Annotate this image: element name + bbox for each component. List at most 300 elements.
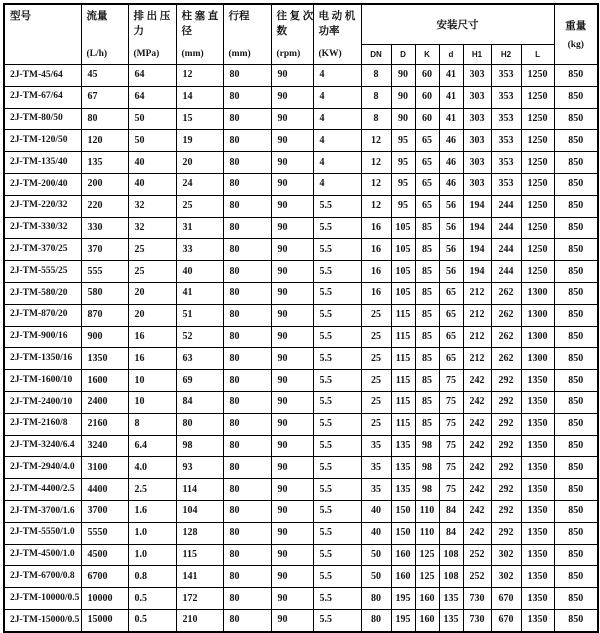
value-cell: 104	[176, 500, 223, 522]
table-row	[4, 282, 598, 304]
value-cell: 2160	[81, 413, 128, 435]
model-cell: 2J-TM-370/25	[4, 239, 81, 261]
value-cell: 65	[415, 173, 439, 195]
value-cell: 65	[439, 326, 463, 348]
value-cell: 90	[271, 108, 313, 130]
value-cell: 303	[463, 130, 491, 152]
value-cell: 98	[176, 435, 223, 457]
value-cell: 303	[463, 173, 491, 195]
value-cell: 90	[271, 391, 313, 413]
value-cell: 40	[128, 173, 176, 195]
value-cell: 90	[271, 435, 313, 457]
value-cell: 80	[223, 588, 271, 610]
value-cell: 850	[554, 566, 598, 588]
value-cell: 115	[391, 370, 415, 392]
value-cell: 98	[415, 479, 439, 501]
model-cell: 2J-TM-120/50	[4, 130, 81, 152]
value-cell: 242	[463, 479, 491, 501]
value-cell: 5.5	[313, 282, 361, 304]
model-header-label: 型号	[10, 11, 31, 22]
value-cell: 19	[176, 130, 223, 152]
subcol-header-d-outer: D	[391, 44, 415, 64]
col-header-frequency	[271, 4, 313, 65]
value-cell: 850	[554, 217, 598, 239]
value-cell: 90	[271, 544, 313, 566]
value-cell: 80	[223, 435, 271, 457]
value-cell: 850	[554, 173, 598, 195]
value-cell: 1250	[521, 152, 554, 174]
value-cell: 850	[554, 152, 598, 174]
power-header-label-line2: 功率	[318, 26, 340, 37]
value-cell: 1350	[521, 435, 554, 457]
value-cell: 302	[491, 566, 521, 588]
value-cell: 1250	[521, 108, 554, 130]
value-cell: 16	[128, 326, 176, 348]
value-cell: 80	[223, 609, 271, 631]
value-cell: 60	[415, 108, 439, 130]
value-cell: 244	[491, 239, 521, 261]
value-cell: 20	[128, 282, 176, 304]
value-cell: 370	[81, 239, 128, 261]
value-cell: 95	[391, 195, 415, 217]
value-cell: 212	[463, 326, 491, 348]
value-cell: 125	[415, 544, 439, 566]
value-cell: 90	[271, 282, 313, 304]
value-cell: 50	[361, 566, 391, 588]
value-cell: 242	[463, 500, 491, 522]
value-cell: 80	[176, 413, 223, 435]
value-cell: 80	[223, 195, 271, 217]
value-cell: 90	[271, 173, 313, 195]
value-cell: 252	[463, 544, 491, 566]
col-header-stroke	[223, 4, 271, 65]
value-cell: 160	[391, 566, 415, 588]
value-cell: 194	[463, 261, 491, 283]
value-cell: 56	[439, 195, 463, 217]
value-cell: 40	[176, 261, 223, 283]
value-cell: 850	[554, 130, 598, 152]
value-cell: 65	[439, 304, 463, 326]
value-cell: 353	[491, 173, 521, 195]
value-cell: 80	[223, 282, 271, 304]
value-cell: 353	[491, 152, 521, 174]
value-cell: 4	[313, 173, 361, 195]
subcol-header-d-inner: d	[439, 44, 463, 64]
value-cell: 292	[491, 479, 521, 501]
flow-header-unit: (L/h)	[86, 49, 108, 59]
value-cell: 51	[176, 304, 223, 326]
value-cell: 1.6	[128, 500, 176, 522]
value-cell: 212	[463, 348, 491, 370]
model-cell: 2J-TM-900/16	[4, 326, 81, 348]
value-cell: 8	[128, 413, 176, 435]
model-cell: 2J-TM-2400/10	[4, 391, 81, 413]
value-cell: 141	[176, 566, 223, 588]
value-cell: 555	[81, 261, 128, 283]
value-cell: 1350	[521, 544, 554, 566]
value-cell: 5.5	[313, 217, 361, 239]
value-cell: 95	[391, 173, 415, 195]
value-cell: 90	[271, 86, 313, 108]
value-cell: 115	[391, 413, 415, 435]
power-header-label-line1: 电 动 机	[318, 11, 356, 22]
value-cell: 670	[491, 588, 521, 610]
col-header-weight	[554, 4, 598, 65]
value-cell: 105	[391, 282, 415, 304]
value-cell: 40	[361, 500, 391, 522]
value-cell: 80	[361, 588, 391, 610]
value-cell: 80	[223, 261, 271, 283]
value-cell: 850	[554, 391, 598, 413]
value-cell: 90	[271, 348, 313, 370]
value-cell: 75	[439, 413, 463, 435]
value-cell: 75	[439, 457, 463, 479]
value-cell: 80	[223, 65, 271, 87]
value-cell: 16	[361, 217, 391, 239]
value-cell: 1350	[521, 413, 554, 435]
value-cell: 93	[176, 457, 223, 479]
value-cell: 10	[128, 370, 176, 392]
value-cell: 850	[554, 304, 598, 326]
value-cell: 850	[554, 108, 598, 130]
value-cell: 50	[128, 130, 176, 152]
value-cell: 65	[415, 130, 439, 152]
value-cell: 80	[223, 152, 271, 174]
value-cell: 110	[415, 522, 439, 544]
value-cell: 46	[439, 173, 463, 195]
value-cell: 5.5	[313, 479, 361, 501]
value-cell: 85	[415, 261, 439, 283]
value-cell: 80	[223, 239, 271, 261]
value-cell: 1250	[521, 65, 554, 87]
value-cell: 90	[271, 130, 313, 152]
value-cell: 900	[81, 326, 128, 348]
table-row	[4, 348, 598, 370]
value-cell: 292	[491, 413, 521, 435]
value-cell: 80	[223, 217, 271, 239]
value-cell: 85	[415, 282, 439, 304]
value-cell: 6700	[81, 566, 128, 588]
value-cell: 16	[128, 348, 176, 370]
value-cell: 194	[463, 217, 491, 239]
value-cell: 1250	[521, 173, 554, 195]
frequency-header-label-line2: 数	[276, 26, 287, 37]
value-cell: 69	[176, 370, 223, 392]
value-cell: 850	[554, 282, 598, 304]
value-cell: 1.0	[128, 522, 176, 544]
value-cell: 1300	[521, 348, 554, 370]
table-row	[4, 108, 598, 130]
value-cell: 98	[415, 457, 439, 479]
value-cell: 292	[491, 391, 521, 413]
value-cell: 262	[491, 348, 521, 370]
value-cell: 5.5	[313, 370, 361, 392]
value-cell: 262	[491, 282, 521, 304]
col-header-pressure	[128, 4, 176, 65]
value-cell: 120	[81, 130, 128, 152]
value-cell: 1350	[521, 370, 554, 392]
value-cell: 16	[361, 261, 391, 283]
weight-header-label: 重量	[565, 21, 587, 32]
value-cell: 4	[313, 65, 361, 87]
value-cell: 150	[391, 500, 415, 522]
value-cell: 1350	[521, 609, 554, 631]
value-cell: 5550	[81, 522, 128, 544]
value-cell: 2.5	[128, 479, 176, 501]
model-cell: 2J-TM-1600/10	[4, 370, 81, 392]
value-cell: 15000	[81, 609, 128, 631]
value-cell: 244	[491, 217, 521, 239]
value-cell: 12	[361, 195, 391, 217]
value-cell: 0.5	[128, 609, 176, 631]
value-cell: 80	[223, 173, 271, 195]
value-cell: 108	[439, 566, 463, 588]
value-cell: 60	[415, 65, 439, 87]
model-cell: 2J-TM-6700/0.8	[4, 566, 81, 588]
model-cell: 2J-TM-15000/0.5	[4, 609, 81, 631]
header-row-top	[4, 4, 598, 44]
value-cell: 80	[223, 566, 271, 588]
value-cell: 194	[463, 195, 491, 217]
table-row	[4, 609, 598, 631]
value-cell: 115	[391, 326, 415, 348]
value-cell: 244	[491, 195, 521, 217]
value-cell: 32	[128, 217, 176, 239]
value-cell: 80	[223, 544, 271, 566]
value-cell: 25	[361, 391, 391, 413]
value-cell: 67	[81, 86, 128, 108]
value-cell: 85	[415, 326, 439, 348]
value-cell: 262	[491, 326, 521, 348]
value-cell: 80	[223, 479, 271, 501]
value-cell: 135	[391, 435, 415, 457]
value-cell: 1.0	[128, 544, 176, 566]
table-row	[4, 130, 598, 152]
value-cell: 210	[176, 609, 223, 631]
col-header-model	[4, 4, 81, 65]
table-row	[4, 152, 598, 174]
value-cell: 90	[271, 326, 313, 348]
model-cell: 2J-TM-3240/6.4	[4, 435, 81, 457]
value-cell: 850	[554, 348, 598, 370]
value-cell: 850	[554, 544, 598, 566]
value-cell: 90	[271, 65, 313, 87]
value-cell: 212	[463, 304, 491, 326]
value-cell: 41	[439, 65, 463, 87]
value-cell: 194	[463, 239, 491, 261]
value-cell: 303	[463, 108, 491, 130]
model-cell: 2J-TM-200/40	[4, 173, 81, 195]
value-cell: 65	[415, 195, 439, 217]
value-cell: 85	[415, 348, 439, 370]
value-cell: 90	[271, 217, 313, 239]
value-cell: 1250	[521, 261, 554, 283]
value-cell: 90	[271, 500, 313, 522]
value-cell: 242	[463, 435, 491, 457]
value-cell: 10000	[81, 588, 128, 610]
value-cell: 1250	[521, 217, 554, 239]
value-cell: 580	[81, 282, 128, 304]
value-cell: 35	[361, 457, 391, 479]
value-cell: 242	[463, 522, 491, 544]
table-row	[4, 479, 598, 501]
value-cell: 5.5	[313, 195, 361, 217]
value-cell: 50	[128, 108, 176, 130]
value-cell: 90	[271, 413, 313, 435]
value-cell: 160	[391, 544, 415, 566]
value-cell: 1350	[521, 479, 554, 501]
value-cell: 160	[415, 609, 439, 631]
value-cell: 850	[554, 588, 598, 610]
table-row	[4, 304, 598, 326]
value-cell: 5.5	[313, 500, 361, 522]
value-cell: 262	[491, 304, 521, 326]
value-cell: 292	[491, 370, 521, 392]
table-row	[4, 457, 598, 479]
model-cell: 2J-TM-1350/16	[4, 348, 81, 370]
subcol-header-l: L	[521, 44, 554, 64]
value-cell: 80	[223, 457, 271, 479]
value-cell: 115	[391, 391, 415, 413]
subcol-header-dn: DN	[361, 44, 391, 64]
value-cell: 850	[554, 522, 598, 544]
value-cell: 5.5	[313, 566, 361, 588]
value-cell: 65	[415, 152, 439, 174]
value-cell: 850	[554, 370, 598, 392]
value-cell: 115	[391, 348, 415, 370]
plunger-header-label-line2: 径	[181, 26, 192, 37]
value-cell: 25	[128, 261, 176, 283]
value-cell: 5.5	[313, 326, 361, 348]
value-cell: 75	[439, 391, 463, 413]
value-cell: 850	[554, 86, 598, 108]
value-cell: 3240	[81, 435, 128, 457]
value-cell: 5.5	[313, 457, 361, 479]
value-cell: 84	[176, 391, 223, 413]
value-cell: 292	[491, 500, 521, 522]
value-cell: 195	[391, 588, 415, 610]
value-cell: 85	[415, 413, 439, 435]
value-cell: 85	[415, 370, 439, 392]
value-cell: 5.5	[313, 413, 361, 435]
table-row	[4, 588, 598, 610]
value-cell: 41	[439, 86, 463, 108]
value-cell: 0.8	[128, 566, 176, 588]
value-cell: 31	[176, 217, 223, 239]
table-body	[4, 65, 598, 632]
value-cell: 1250	[521, 195, 554, 217]
model-cell: 2J-TM-555/25	[4, 261, 81, 283]
value-cell: 20	[176, 152, 223, 174]
value-cell: 5.5	[313, 435, 361, 457]
value-cell: 90	[271, 152, 313, 174]
value-cell: 95	[391, 130, 415, 152]
flow-header-label: 流量	[86, 11, 108, 22]
value-cell: 40	[361, 522, 391, 544]
value-cell: 1250	[521, 239, 554, 261]
table-row	[4, 65, 598, 87]
value-cell: 242	[463, 370, 491, 392]
value-cell: 135	[439, 609, 463, 631]
table-row	[4, 544, 598, 566]
value-cell: 114	[176, 479, 223, 501]
value-cell: 80	[223, 500, 271, 522]
value-cell: 12	[361, 130, 391, 152]
model-cell: 2J-TM-10000/0.5	[4, 588, 81, 610]
value-cell: 64	[128, 65, 176, 87]
value-cell: 353	[491, 86, 521, 108]
value-cell: 850	[554, 479, 598, 501]
value-cell: 90	[391, 65, 415, 87]
value-cell: 80	[223, 326, 271, 348]
value-cell: 90	[271, 457, 313, 479]
value-cell: 4	[313, 108, 361, 130]
pump-spec-table	[3, 3, 599, 633]
value-cell: 1250	[521, 86, 554, 108]
value-cell: 15	[176, 108, 223, 130]
value-cell: 95	[391, 152, 415, 174]
value-cell: 6.4	[128, 435, 176, 457]
value-cell: 242	[463, 457, 491, 479]
value-cell: 850	[554, 609, 598, 631]
value-cell: 25	[361, 413, 391, 435]
value-cell: 135	[439, 588, 463, 610]
col-header-plunger-diameter	[176, 4, 223, 65]
value-cell: 16	[361, 239, 391, 261]
value-cell: 25	[176, 195, 223, 217]
value-cell: 105	[391, 217, 415, 239]
value-cell: 98	[415, 435, 439, 457]
value-cell: 292	[491, 435, 521, 457]
value-cell: 353	[491, 65, 521, 87]
pressure-header-label-line2: 力	[133, 26, 144, 37]
frequency-header-unit: (rpm)	[276, 49, 301, 59]
value-cell: 80	[223, 522, 271, 544]
value-cell: 85	[415, 239, 439, 261]
value-cell: 25	[361, 370, 391, 392]
model-cell: 2J-TM-80/50	[4, 108, 81, 130]
value-cell: 12	[361, 152, 391, 174]
value-cell: 80	[223, 348, 271, 370]
value-cell: 5.5	[313, 304, 361, 326]
value-cell: 8	[361, 65, 391, 87]
table-header	[4, 4, 598, 65]
value-cell: 90	[271, 261, 313, 283]
model-cell: 2J-TM-330/32	[4, 217, 81, 239]
value-cell: 1350	[521, 391, 554, 413]
table-row	[4, 261, 598, 283]
value-cell: 1350	[81, 348, 128, 370]
value-cell: 14	[176, 86, 223, 108]
value-cell: 80	[223, 86, 271, 108]
value-cell: 252	[463, 566, 491, 588]
weight-header-unit: (kg)	[567, 40, 584, 50]
value-cell: 850	[554, 435, 598, 457]
table-row	[4, 391, 598, 413]
value-cell: 64	[128, 86, 176, 108]
value-cell: 25	[361, 348, 391, 370]
stroke-header-unit: (mm)	[228, 49, 251, 59]
value-cell: 5.5	[313, 261, 361, 283]
value-cell: 870	[81, 304, 128, 326]
value-cell: 150	[391, 522, 415, 544]
value-cell: 60	[415, 86, 439, 108]
value-cell: 90	[271, 239, 313, 261]
value-cell: 1300	[521, 326, 554, 348]
value-cell: 1350	[521, 522, 554, 544]
value-cell: 302	[491, 544, 521, 566]
value-cell: 90	[271, 304, 313, 326]
